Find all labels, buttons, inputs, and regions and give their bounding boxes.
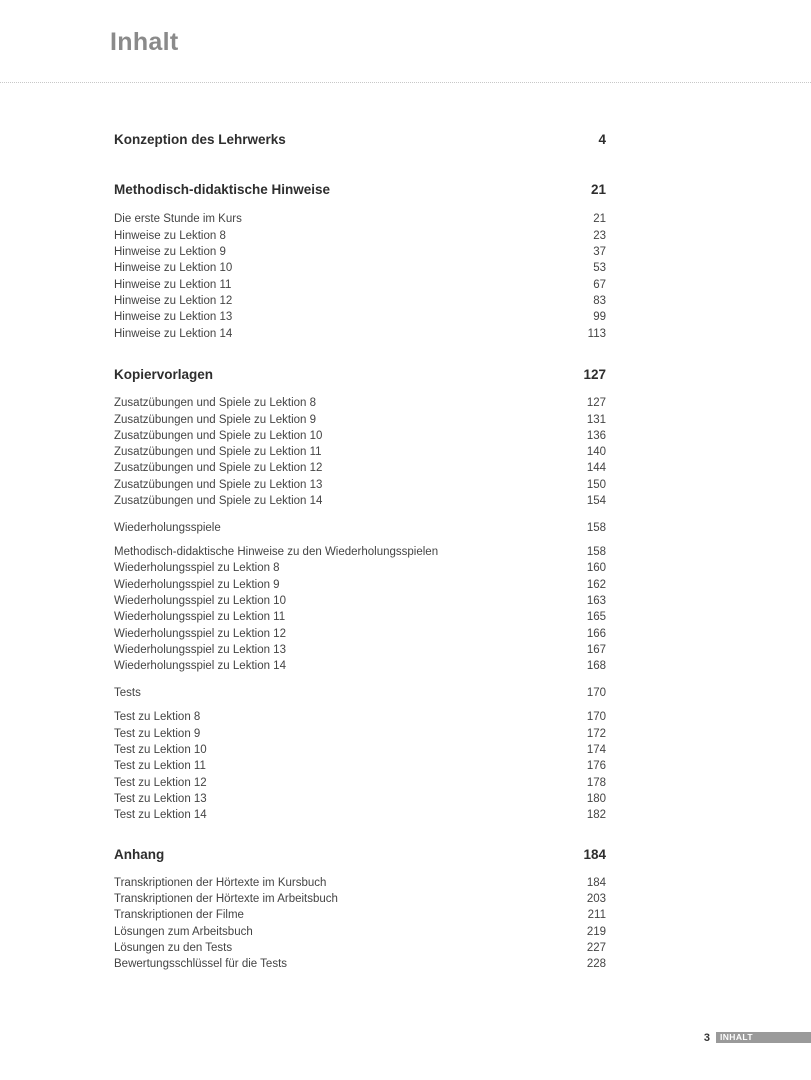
toc-entry-title: Hinweise zu Lektion 10 [114, 262, 233, 274]
toc-entry-title: Wiederholungsspiel zu Lektion 10 [114, 595, 286, 607]
toc-section-heading [114, 847, 606, 863]
toc-section-heading [114, 182, 606, 198]
toc-entry [114, 245, 606, 259]
toc-entry [114, 892, 606, 906]
toc-entry-title: Bewertungsschlüssel für die Tests [114, 958, 288, 970]
toc-page-number: 219 [586, 926, 606, 938]
toc-entry-title: Zusatzübungen und Spiele zu Lektion 11 [114, 446, 322, 458]
toc-page-number: 227 [586, 942, 606, 954]
toc-entry [114, 261, 606, 275]
toc-page-number: 53 [593, 262, 606, 274]
toc-entry [114, 278, 606, 292]
toc-entry-title: Zusatzübungen und Spiele zu Lektion 12 [114, 462, 323, 474]
toc-page-number: 182 [586, 809, 606, 821]
toc-entry [114, 610, 606, 624]
toc-entry-title: Lösungen zu den Tests [114, 942, 233, 954]
toc-page-number: 166 [586, 628, 606, 640]
toc-entry-title: Lösungen zum Arbeitsbuch [114, 926, 253, 938]
toc-page-number: 23 [593, 230, 606, 242]
toc-entry [114, 792, 606, 806]
toc-page-number: 162 [586, 579, 606, 591]
toc-page-number: 203 [586, 893, 606, 905]
toc-page-number: 37 [593, 246, 606, 258]
toc-entry-title: Hinweise zu Lektion 14 [114, 328, 233, 340]
toc-entry-title: Wiederholungsspiel zu Lektion 8 [114, 562, 280, 574]
toc-page-number: 178 [586, 777, 606, 789]
toc-page-number: 21 [590, 182, 606, 197]
toc-entry [114, 710, 606, 724]
toc-page-number: 170 [586, 711, 606, 723]
toc-page-number: 144 [586, 462, 606, 474]
toc-page-number: 4 [598, 132, 606, 147]
toc-page-number: 165 [586, 611, 606, 623]
toc-entry [114, 478, 606, 492]
toc-page-number: 21 [593, 213, 606, 225]
toc-entry [114, 212, 606, 226]
toc-entry [114, 627, 606, 641]
toc-entry-title: Die erste Stunde im Kurs [114, 213, 242, 225]
toc-entry [114, 727, 606, 741]
toc-entry [114, 445, 606, 459]
toc-entry-title: Wiederholungsspiel zu Lektion 12 [114, 628, 286, 640]
toc-page-number: 136 [586, 430, 606, 442]
toc-entry-title: Hinweise zu Lektion 12 [114, 295, 233, 307]
toc-entry [114, 229, 606, 243]
toc-page-number: 131 [586, 414, 606, 426]
toc-entry-title: Test zu Lektion 13 [114, 793, 207, 805]
toc-entry [114, 494, 606, 508]
toc-entry [114, 643, 606, 657]
toc-entry [114, 461, 606, 475]
toc-entry [114, 659, 606, 673]
toc-entry [114, 561, 606, 575]
toc-entry-title: Wiederholungsspiel zu Lektion 9 [114, 579, 280, 591]
toc-entry-title: Test zu Lektion 8 [114, 711, 201, 723]
toc-entry-title: Kopiervorlagen [114, 367, 214, 382]
toc-entry [114, 396, 606, 410]
toc-entry-title: Zusatzübungen und Spiele zu Lektion 9 [114, 414, 317, 426]
toc-entry [114, 686, 606, 700]
toc-entry-title: Tests [114, 687, 141, 699]
toc-page-number: 170 [586, 687, 606, 699]
toc-entry-title: Transkriptionen der Hörtexte im Kursbuch [114, 877, 327, 889]
toc-entry-title: Transkriptionen der Filme [114, 909, 244, 921]
toc-page-number: 184 [583, 847, 606, 862]
toc-entry [114, 545, 606, 559]
toc-entry [114, 294, 606, 308]
toc-entry-title: Test zu Lektion 10 [114, 744, 207, 756]
toc-page-number: 163 [586, 595, 606, 607]
toc-page-number: 127 [586, 397, 606, 409]
toc-page-number: 158 [586, 522, 606, 534]
toc-page-number: 228 [586, 958, 606, 970]
toc-section-heading [114, 367, 606, 383]
toc-entry-title: Test zu Lektion 14 [114, 809, 207, 821]
toc-page-number: 83 [593, 295, 606, 307]
toc-entry-title: Hinweise zu Lektion 11 [114, 279, 232, 291]
toc-entry-title: Hinweise zu Lektion 8 [114, 230, 226, 242]
toc-entry-title: Test zu Lektion 11 [114, 760, 206, 772]
toc-entry [114, 808, 606, 822]
toc-page-number: 99 [593, 311, 606, 323]
toc-entry [114, 941, 606, 955]
toc-entry [114, 429, 606, 443]
toc-entry [114, 908, 606, 922]
toc-entry [114, 413, 606, 427]
toc-page-number: 113 [587, 328, 606, 340]
toc-entry [114, 876, 606, 890]
toc-entry [114, 957, 606, 971]
header-divider [0, 82, 811, 83]
page-title: Inhalt [110, 28, 179, 56]
toc-page-number: 140 [586, 446, 606, 458]
toc-entry-title: Zusatzübungen und Spiele zu Lektion 14 [114, 495, 323, 507]
toc-entry-title: Wiederholungsspiel zu Lektion 14 [114, 660, 286, 672]
toc-page-number: 127 [583, 367, 606, 382]
toc-page-number: 174 [586, 744, 606, 756]
toc-entry-title: Methodisch-didaktische Hinweise zu den Wiederholungsspielen [114, 546, 439, 558]
toc-entry-title: Zusatzübungen und Spiele zu Lektion 13 [114, 479, 323, 491]
toc-entry [114, 521, 606, 535]
toc-entry-title: Konzeption des Lehrwerks [114, 132, 286, 147]
toc-entry [114, 743, 606, 757]
toc-entry [114, 594, 606, 608]
toc-page-number: 67 [593, 279, 606, 291]
toc-page-number: 176 [586, 760, 606, 772]
toc-entry-title: Wiederholungsspiel zu Lektion 11 [114, 611, 286, 623]
toc-entry-title: Zusatzübungen und Spiele zu Lektion 10 [114, 430, 323, 442]
toc-entry-title: Test zu Lektion 12 [114, 777, 207, 789]
toc-entry [114, 578, 606, 592]
toc-page-number: 160 [586, 562, 606, 574]
page-footer [704, 1031, 811, 1044]
toc-entry [114, 310, 606, 324]
toc-section-heading [114, 132, 606, 148]
toc-entry [114, 925, 606, 939]
toc-entry-title: Methodisch-didaktische Hinweise [114, 182, 331, 197]
toc-entry [114, 776, 606, 790]
section-tab: INHALT [716, 1032, 811, 1043]
toc-page-number: 167 [586, 644, 606, 656]
toc-entry-title: Test zu Lektion 9 [114, 728, 201, 740]
toc-entry-title: Anhang [114, 847, 165, 862]
toc-entry-title: Hinweise zu Lektion 13 [114, 311, 233, 323]
page-number: 3 [703, 1031, 710, 1044]
toc-page-number: 150 [586, 479, 606, 491]
toc-entry [114, 759, 606, 773]
toc-page-number: 172 [586, 728, 606, 740]
toc-page-number: 158 [586, 546, 606, 558]
toc-entry-title: Wiederholungsspiele [114, 522, 221, 534]
toc-entry-title: Transkriptionen der Hörtexte im Arbeitsbuch [114, 893, 338, 905]
toc-page-number: 211 [587, 909, 606, 921]
toc-entry [114, 327, 606, 341]
toc-entry-title: Zusatzübungen und Spiele zu Lektion 8 [114, 397, 317, 409]
toc-entry-title: Wiederholungsspiel zu Lektion 13 [114, 644, 286, 656]
toc-page-number: 168 [586, 660, 606, 672]
toc-entry-title: Hinweise zu Lektion 9 [114, 246, 226, 258]
toc-page-number: 184 [586, 877, 606, 889]
toc-page-number: 180 [586, 793, 606, 805]
toc-page-number: 154 [586, 495, 606, 507]
